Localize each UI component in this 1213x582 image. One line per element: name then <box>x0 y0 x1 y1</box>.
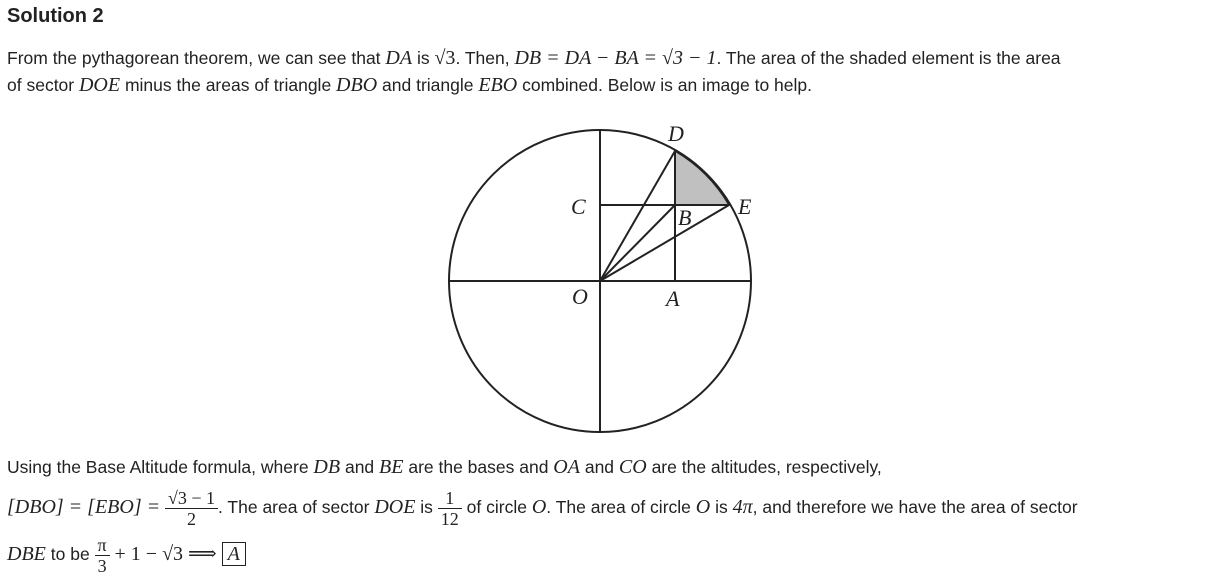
math-DA: DA <box>385 47 413 69</box>
label-B: B <box>678 205 692 230</box>
fraction-sqrt3-minus-1-over-2: $\frac{√3 - 1}{2}$ <box>165 488 218 529</box>
intro-paragraph-line1: From the pythagorean theorem, we can see that DA is √3. Then, DB = DA − BA = √3 − 1. The area of the shaded element is the area <box>7 47 1061 69</box>
label-C: C <box>571 194 586 219</box>
math-DBO: DBO <box>336 74 378 96</box>
answer-box: A <box>222 542 246 566</box>
base-altitude-paragraph: Using the Base Altitude formula, where DB and BE are the bases and OA and CO are the altitudes, respectively, <box>7 456 882 478</box>
math-sqrt3: √3 <box>434 47 456 69</box>
final-answer-line: DBE to be $\frac{\pi}{3}$ + 1 − √3 ⟹ A <box>7 532 246 576</box>
math-final-expression: + 1 − √3 ⟹ <box>114 543 217 565</box>
label-E: E <box>738 194 752 219</box>
math-EBO: EBO <box>478 74 518 96</box>
math-DB-equation: DB = DA − BA = √3 − 1 <box>514 47 717 69</box>
intro-paragraph-line2: of sector DOE minus the areas of triangle DBO and triangle EBO combined. Below is an image to help. <box>7 74 812 96</box>
shaded-region <box>675 151 729 205</box>
label-A: A <box>666 286 680 311</box>
math-area-equality: [DBO] = [EBO] = <box>7 496 161 518</box>
label-D: D <box>668 121 684 146</box>
solution-heading: Solution 2 <box>7 5 104 27</box>
area-paragraph: [DBO] = [EBO] = $\frac{√3 - 1}{2}$ . The area of sector DOE is $\frac{1}{12}$ of circle O. The area of circle O is 4π, and therefore we have the area of sector <box>7 487 1078 529</box>
math-DOE: DOE <box>78 74 121 96</box>
fraction-pi-over-3: $\frac{\pi}{3}$ <box>95 535 110 576</box>
fraction-1-over-12: $\frac{1}{12}$ <box>438 488 462 529</box>
label-O: O <box>572 284 588 309</box>
